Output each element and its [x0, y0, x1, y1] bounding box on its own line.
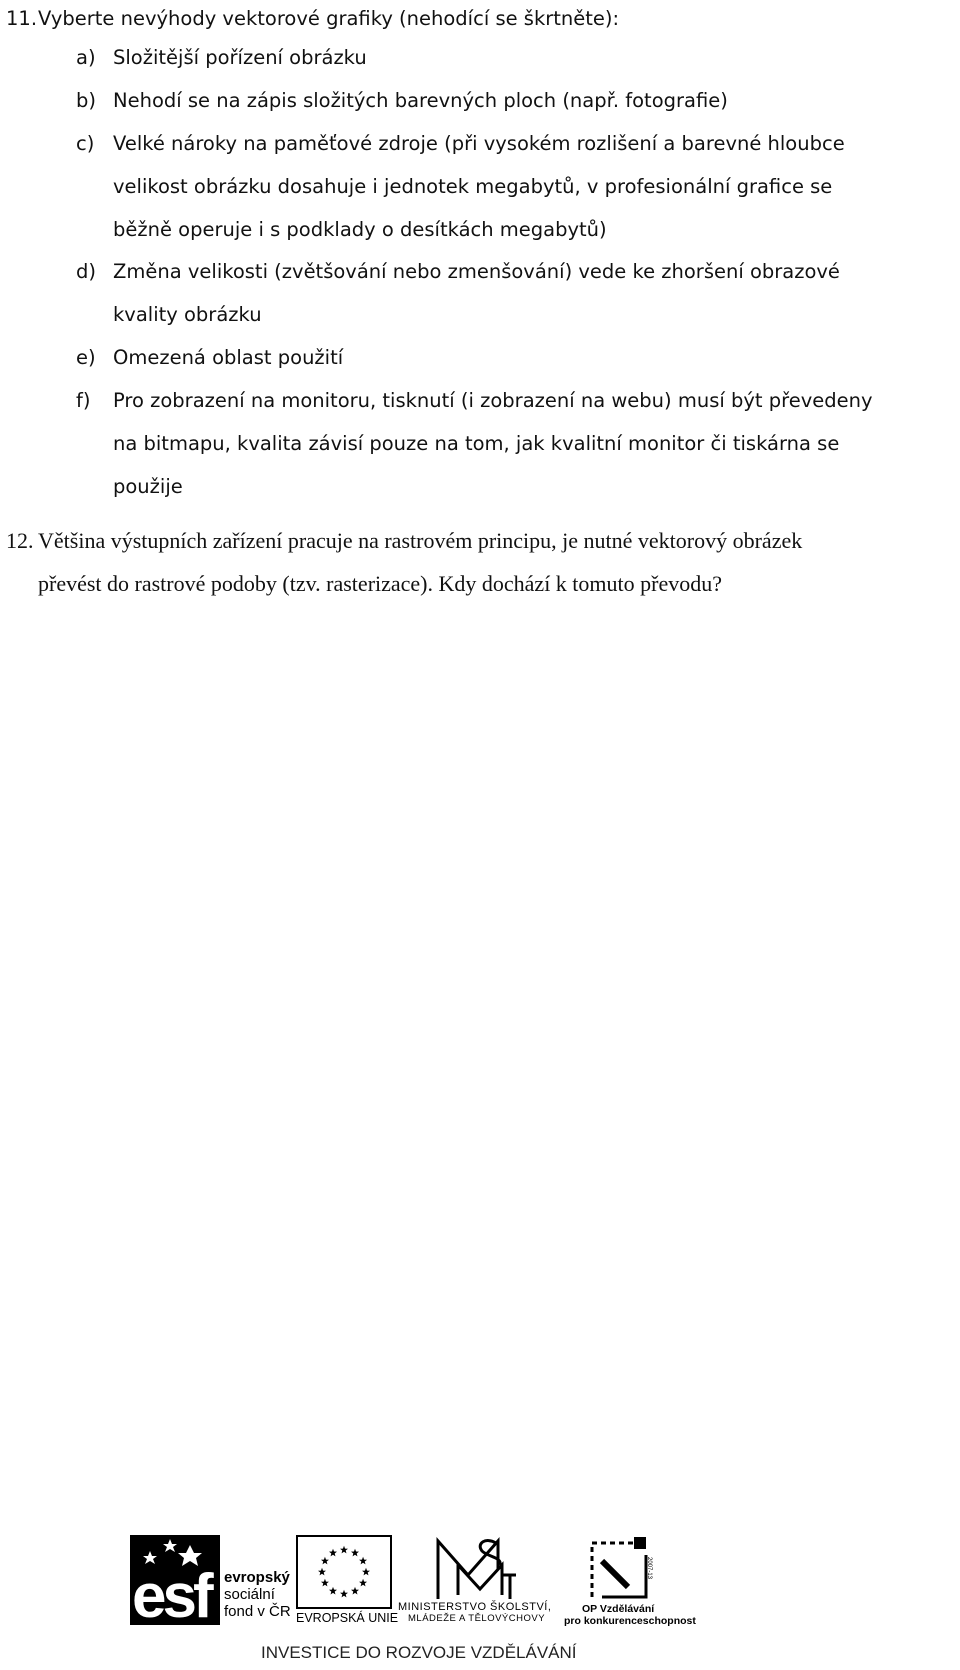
q11-item-c-line-3: běžně operuje i s podklady o desítkách megabytů) [113, 218, 607, 241]
q11-text: Vyberte nevýhody vektorové grafiky (nehodící se škrtněte): [38, 7, 620, 30]
msmt-logo [398, 1535, 558, 1625]
footer-slogan: INVESTICE DO ROZVOJE VZDĚLÁVÁNÍ [261, 1643, 577, 1662]
q11-item-f-line-2: na bitmapu, kvalita závisí pouze na tom, jak kvalitní monitor či tiskárna se [113, 432, 840, 455]
q11-item-d-line-1: Změna velikosti (zvětšování nebo zmenšování) vede ke zhoršení obrazové [113, 260, 840, 283]
q11-item-d-line-2: kvality obrázku [113, 303, 262, 326]
q11-item-c-line-2: velikost obrázku dosahuje i jednotek megabytů, v profesionální grafice se [113, 175, 833, 198]
eu-label: EVROPSKÁ UNIE [296, 1611, 399, 1625]
q11-item-b-text: Nehodí se na zápis složitých barevných ploch (např. fotografie) [113, 89, 728, 112]
q12-line-2: převést do rastrové podoby (tzv. rasterizace). Kdy dochází k tomuto převodu? [38, 571, 722, 596]
op-line-2: pro konkurenceschopnost [564, 1615, 696, 1627]
svg-text:esf: esf [132, 1562, 210, 1625]
footer-logos [0, 1535, 960, 1670]
esf-mark-icon [130, 1535, 220, 1625]
op-line-1: OP Vzdělávání [582, 1603, 655, 1615]
q11-item-f-line-1: Pro zobrazení na monitoru, tisknutí (i zobrazení na webu) musí být převedeny [113, 389, 873, 412]
esf-line-2: sociální [224, 1586, 275, 1603]
q12-number: 12. [6, 528, 34, 553]
q11-item-e-letter: e) [76, 346, 96, 369]
q11-item-a-text: Složitější pořízení obrázku [113, 46, 367, 69]
q11-number: 11. [6, 7, 38, 30]
esf-line-1: evropský [224, 1569, 290, 1586]
eu-flag-icon [296, 1535, 392, 1609]
q11-item-d-letter: d) [76, 260, 96, 283]
q11-item-e-text: Omezená oblast použití [113, 346, 344, 369]
q11-item-c-letter: c) [76, 132, 95, 155]
op-years: 2007-13 [646, 1557, 652, 1580]
msmt-line-2: MLÁDEŽE A TĚLOVÝCHOVY [408, 1613, 546, 1624]
q11-item-f-letter: f) [76, 389, 91, 412]
esf-logo [130, 1535, 290, 1625]
op-logo [564, 1535, 696, 1627]
msmt-mark-icon [398, 1535, 548, 1601]
q11-item-c-line-1: Velké nároky na paměťové zdroje (při vysokém rozlišení a barevné hloubce [113, 132, 845, 155]
q11-item-f-line-3: použije [113, 475, 183, 498]
msmt-line-1: MINISTERSTVO ŠKOLSTVÍ, [398, 1601, 552, 1613]
q11-item-a-letter: a) [76, 46, 96, 69]
q12-line-1: Většina výstupních zařízení pracuje na rastrovém principu, je nutné vektorový obrázek [38, 528, 803, 553]
esf-line-3: fond v ČR [224, 1603, 291, 1620]
eu-logo [296, 1535, 399, 1625]
q11-item-b-letter: b) [76, 89, 96, 112]
